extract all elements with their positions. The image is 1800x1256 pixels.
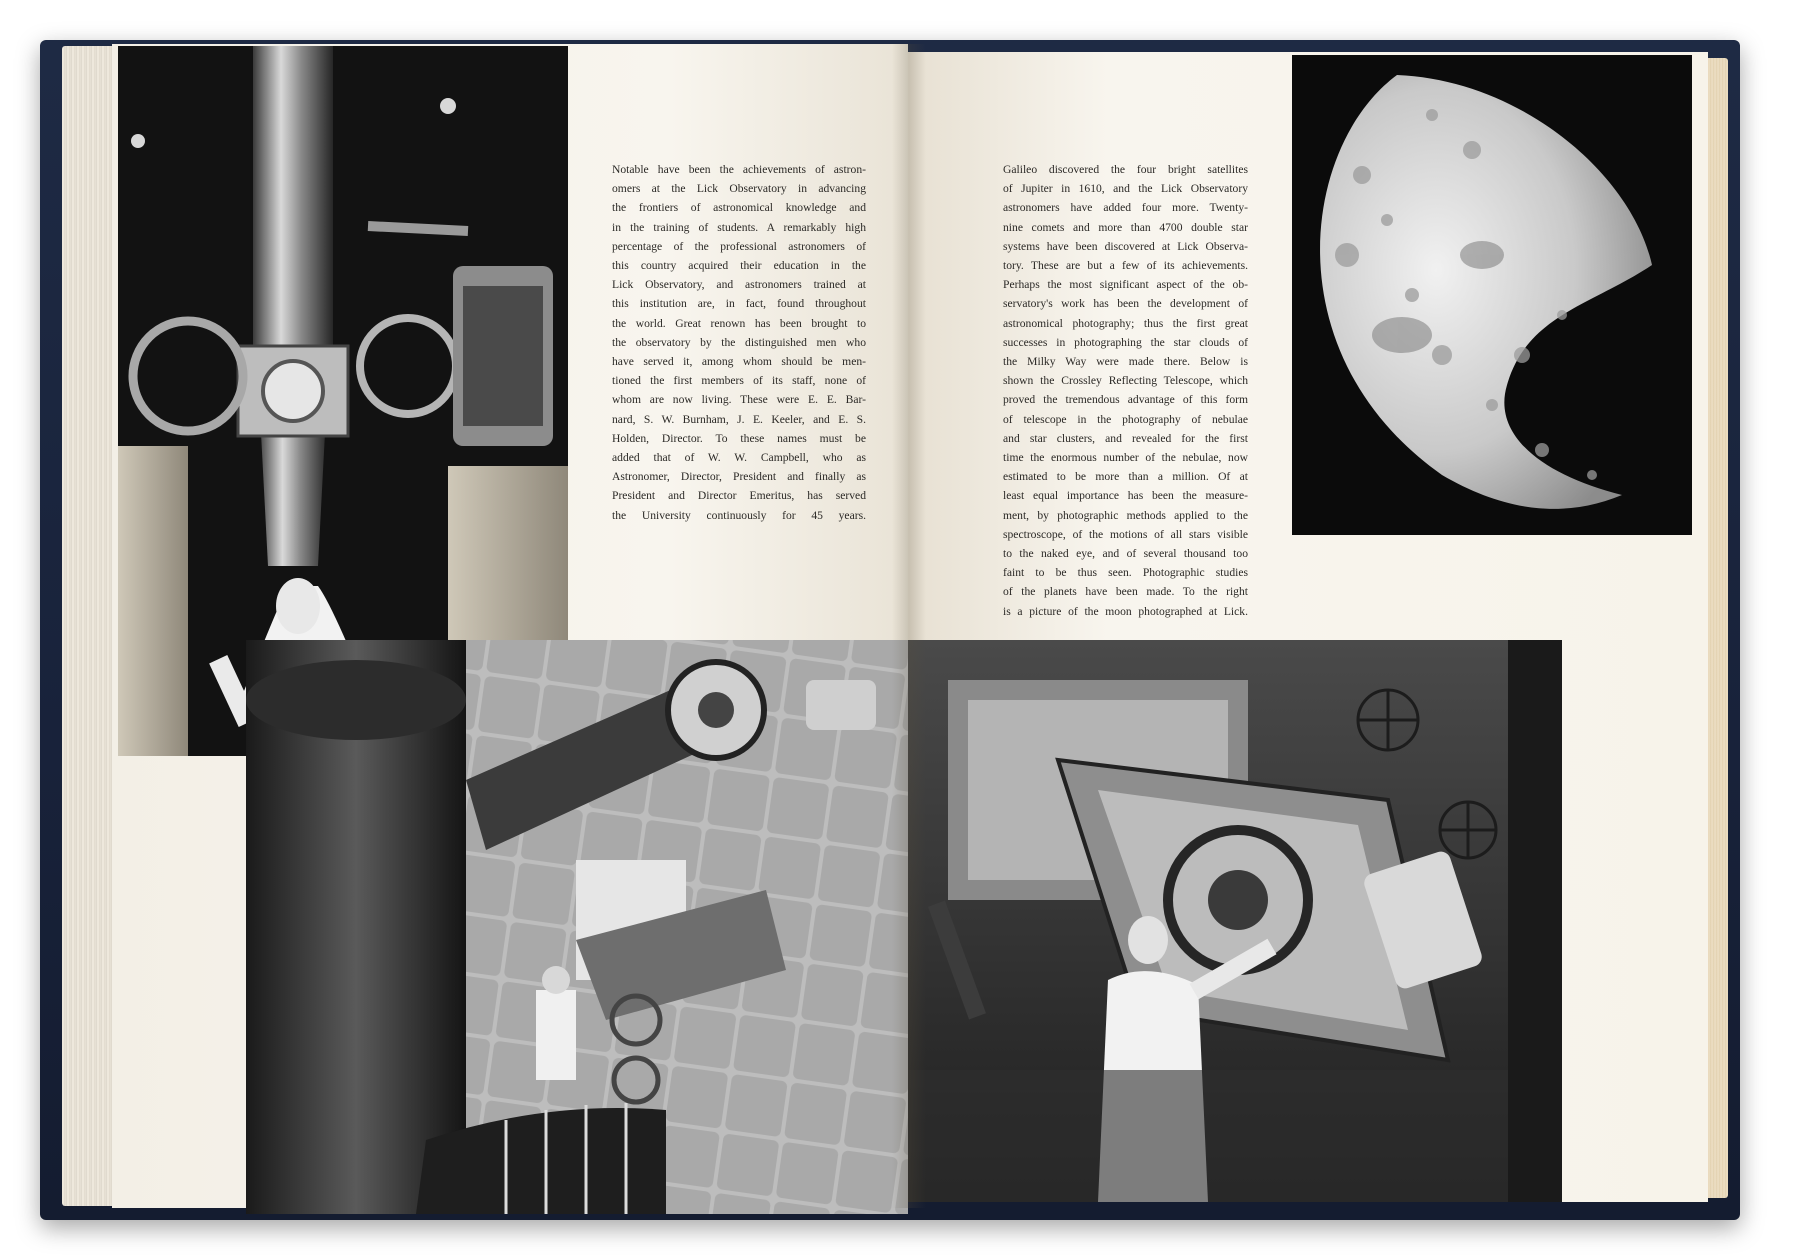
text-line: of the planets have been made. To the right [1003, 585, 1248, 599]
left-text-column [612, 160, 866, 525]
text-line: servatory's work has been the development of [1003, 297, 1248, 311]
text-line: astronomical photography; thus the first great [1003, 316, 1248, 330]
text-line: the Milky Way were made there. Below is [1003, 355, 1248, 369]
text-line: astronomers have added four more. Twenty- [1003, 201, 1248, 215]
text-line: time the enormous number of the nebulae, now [1003, 451, 1248, 465]
text-line: is a picture of the moon photographed at Lick. [1003, 604, 1248, 618]
text-line: whom are now living. These were E. E. Bar- [612, 393, 866, 407]
text-line: Astronomer, Director, President and finally as [612, 470, 866, 484]
text-line: ment, by photographic methods applied to the [1003, 508, 1248, 522]
text-line: this country acquired their education in the [612, 259, 866, 273]
text-line: and star clusters, and revealed for the first [1003, 431, 1248, 445]
text-line: least equal importance has been the measure- [1003, 489, 1248, 503]
text-line: tory. These are but a few of its achievements. [1003, 259, 1248, 273]
text-line: Galileo discovered the four bright satellites [1003, 163, 1248, 176]
text-line: estimated to be more than a million. Of at [1003, 470, 1248, 484]
text-line: spectroscope, of the motions of all stars visible [1003, 527, 1248, 541]
text-line: have served it, among whom should be men- [612, 355, 866, 369]
text-line: the frontiers of astronomical knowledge and [612, 201, 866, 215]
text-line: tioned the first members of its staff, none of [612, 374, 866, 388]
text-line: successes in photographing the star clouds of [1003, 335, 1248, 349]
text-line: nard, S. W. Burnham, J. E. Keeler, and E. S. [612, 412, 866, 426]
text-line: of telescope in the photography of nebulae [1003, 412, 1248, 426]
book-gutter [892, 44, 926, 1208]
text-line: Lick Observatory, and astronomers trained at [612, 278, 866, 292]
text-line: Notable have been the achievements of astron- [612, 163, 866, 176]
text-line: to the naked eye, and of several thousand too [1003, 547, 1248, 561]
text-line: Perhaps the most significant aspect of the ob- [1003, 278, 1248, 292]
text-line: shown the Crossley Reflecting Telescope, which [1003, 374, 1248, 388]
right-page-edges [1706, 58, 1728, 1198]
text-line: the world. Great renown has been brought to [612, 316, 866, 330]
text-line: the University continuously for 45 years. [612, 508, 866, 522]
observatory-dome-telescope-photo [246, 640, 908, 1214]
text-line: percentage of the professional astronomers of [612, 239, 866, 253]
crossley-reflecting-telescope-photo [908, 640, 1562, 1202]
left-page-edges [62, 46, 118, 1206]
text-line: the observatory by the distinguished men who [612, 335, 866, 349]
text-line: systems have been discovered at Lick Observa- [1003, 239, 1248, 253]
text-line: Holden, Director. To these names must be [612, 431, 866, 445]
text-line: of Jupiter in 1610, and the Lick Observatory [1003, 182, 1248, 196]
text-line: faint to be thus seen. Photographic studies [1003, 566, 1248, 580]
text-line: nine comets and more than 4700 double star [1003, 220, 1248, 234]
right-text-column [1003, 160, 1248, 621]
text-line: this institution are, in fact, found throughout [612, 297, 866, 311]
text-line: omers at the Lick Observatory in advancing [612, 182, 866, 196]
text-line: proved the tremendous advantage of this form [1003, 393, 1248, 407]
text-line: added that of W. W. Campbell, who as [612, 451, 866, 465]
text-line: in the training of students. A remarkably high [612, 220, 866, 234]
text-line: President and Director Emeritus, has served [612, 489, 866, 503]
moon-photo [1292, 55, 1692, 535]
